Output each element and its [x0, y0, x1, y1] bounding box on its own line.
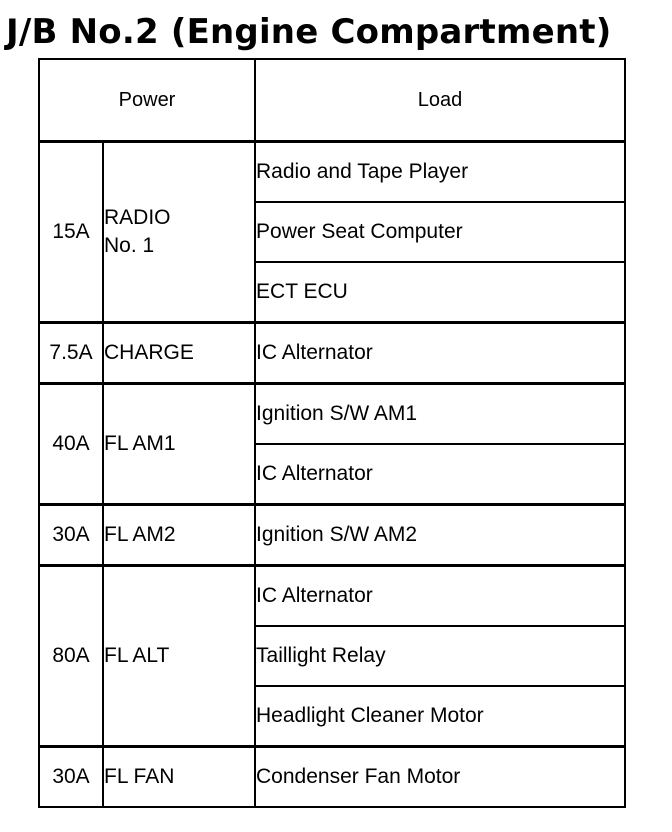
fuse-amperage: 15A: [39, 142, 103, 323]
fuse-circuit: FL AM2: [103, 505, 255, 566]
table-row: [39, 384, 625, 445]
load-item: Condenser Fan Motor: [255, 747, 625, 808]
table-row: [39, 142, 625, 203]
load-item: Power Seat Computer: [255, 202, 625, 262]
fuse-amperage: 40A: [39, 384, 103, 505]
load-item: IC Alternator: [255, 566, 625, 627]
fuse-amperage: 80A: [39, 566, 103, 747]
load-header: Load: [255, 59, 625, 142]
load-item: IC Alternator: [255, 323, 625, 384]
fuse-circuit: FL AM1: [103, 384, 255, 505]
power-header: Power: [39, 59, 255, 142]
load-item: ECT ECU: [255, 262, 625, 323]
load-item: Ignition S/W AM2: [255, 505, 625, 566]
load-item: IC Alternator: [255, 444, 625, 505]
fuse-amperage: 7.5A: [39, 323, 103, 384]
load-item: Headlight Cleaner Motor: [255, 686, 625, 747]
load-item: Taillight Relay: [255, 626, 625, 686]
header-row: [39, 59, 625, 142]
fuse-amperage: 30A: [39, 747, 103, 808]
fuse-table-body: [39, 142, 625, 808]
table-row: [39, 747, 625, 808]
fuse-circuit: CHARGE: [103, 323, 255, 384]
fuse-circuit: FL ALT: [103, 566, 255, 747]
fuse-circuit: RADIO No. 1: [103, 142, 255, 323]
fuse-amperage: 30A: [39, 505, 103, 566]
fuse-table: [38, 58, 626, 808]
table-row: [39, 566, 625, 627]
load-item: Radio and Tape Player: [255, 142, 625, 203]
fuse-circuit: FL FAN: [103, 747, 255, 808]
page-title: J/B No.2 (Engine Compartment): [6, 12, 612, 52]
table-row: [39, 505, 625, 566]
table-row: [39, 323, 625, 384]
load-item: Ignition S/W AM1: [255, 384, 625, 445]
